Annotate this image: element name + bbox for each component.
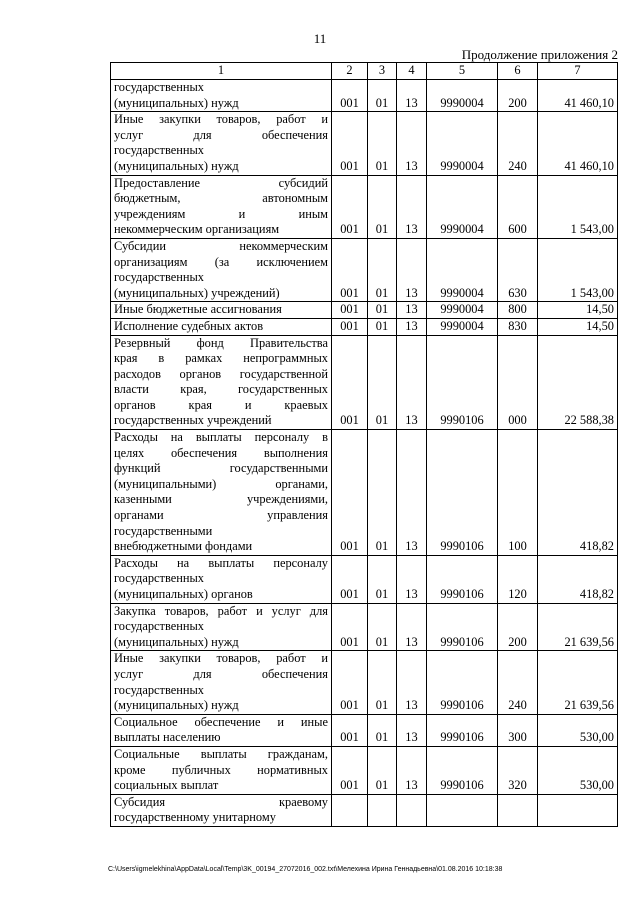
cell-target-article: 9990106 [427, 714, 498, 746]
description-line: внебюджетными фондами [114, 539, 253, 554]
table-row [111, 80, 618, 112]
description-line: Исполнение судебных актов [114, 318, 264, 333]
description-line: органов края и краевых [114, 397, 328, 412]
cell-amount: 41 460,10 [538, 80, 618, 112]
header-cell: 1 [111, 63, 332, 80]
description-line: Социальное обеспечение и иные [114, 714, 328, 729]
cell-admin-code: 001 [332, 555, 368, 603]
cell-section: 01 [368, 335, 397, 430]
cell-expense-type: 600 [498, 175, 538, 238]
description-line: бюджетным, автономным [114, 191, 328, 206]
cell-expense-type: 000 [498, 335, 538, 430]
row-description [111, 302, 332, 319]
description-line: (муниципальными) органами, [114, 476, 328, 491]
cell-expense-type: 200 [498, 80, 538, 112]
header-row [111, 63, 618, 80]
description-line: Социальные выплаты гражданам, [114, 746, 328, 761]
cell-amount: 418,82 [538, 555, 618, 603]
cell-subsection: 13 [397, 430, 427, 556]
cell-expense-type: 300 [498, 714, 538, 746]
table-row [111, 746, 618, 794]
file-path-footer: C:\Users\igmelekhina\AppData\Local\Temp\3K_00194_27072016_002.txt\Мелехина Ирина Геннадьевна\01.08.2016 10:18:38 [108, 866, 503, 873]
description-line: целях обеспечения выполнения [114, 445, 328, 460]
cell-target-article: 9990004 [427, 318, 498, 335]
row-description [111, 238, 332, 301]
row-description [111, 318, 332, 335]
description-line: государственных [114, 80, 205, 94]
cell-subsection: 13 [397, 555, 427, 603]
cell-amount: 530,00 [538, 746, 618, 794]
description-line: Закупка товаров, работ и услуг для [114, 603, 328, 618]
description-line: государственных учреждений [114, 413, 272, 428]
cell-subsection: 13 [397, 714, 427, 746]
cell-admin-code: 001 [332, 430, 368, 556]
description-line: Субсидии некоммерческим [114, 238, 328, 253]
cell-expense-type: 630 [498, 238, 538, 301]
cell-expense-type: 120 [498, 555, 538, 603]
cell-admin-code: 001 [332, 746, 368, 794]
description-line: организациям (за исключением [114, 254, 328, 269]
description-line: (муниципальных) нужд [114, 95, 239, 110]
cell-amount [538, 794, 618, 826]
cell-amount: 1 543,00 [538, 238, 618, 301]
table-row [111, 112, 618, 175]
cell-amount: 22 588,38 [538, 335, 618, 430]
description-line: (муниципальных) учреждений) [114, 285, 280, 300]
header-cell: 2 [332, 63, 368, 80]
cell-admin-code: 001 [332, 651, 368, 714]
cell-section: 01 [368, 318, 397, 335]
cell-subsection: 13 [397, 238, 427, 301]
description-line: некоммерческим организациям [114, 222, 280, 237]
cell-admin-code: 001 [332, 175, 368, 238]
cell-expense-type: 830 [498, 318, 538, 335]
continuation-caption: Продолжение приложения 2 [461, 47, 618, 62]
cell-expense-type: 200 [498, 603, 538, 651]
cell-subsection: 13 [397, 651, 427, 714]
cell-target-article: 9990106 [427, 555, 498, 603]
cell-section: 01 [368, 112, 397, 175]
row-description [111, 112, 332, 175]
description-line: социальных выплат [114, 778, 219, 793]
row-description [111, 335, 332, 430]
cell-target-article: 9990004 [427, 302, 498, 319]
cell-admin-code: 001 [332, 603, 368, 651]
cell-subsection: 13 [397, 318, 427, 335]
description-line: государственному унитарному [114, 810, 276, 825]
cell-admin-code [332, 794, 368, 826]
cell-subsection: 13 [397, 603, 427, 651]
description-line: государственных [114, 270, 205, 285]
table-row [111, 318, 618, 335]
description-line: органами управления [114, 508, 328, 523]
cell-subsection: 13 [397, 746, 427, 794]
cell-section [368, 794, 397, 826]
cell-amount: 14,50 [538, 302, 618, 319]
cell-expense-type [498, 794, 538, 826]
description-line: Иные закупки товаров, работ и [114, 651, 328, 666]
description-line: расходов органов государственной [114, 366, 328, 381]
row-description [111, 430, 332, 556]
table-body [111, 63, 618, 827]
cell-expense-type: 240 [498, 651, 538, 714]
description-line: Расходы на выплаты персоналу в [114, 430, 328, 445]
table-row [111, 430, 618, 556]
cell-admin-code: 001 [332, 318, 368, 335]
cell-section: 01 [368, 555, 397, 603]
cell-target-article: 9990106 [427, 430, 498, 556]
cell-subsection: 13 [397, 302, 427, 319]
cell-expense-type: 240 [498, 112, 538, 175]
description-line: государственных [114, 143, 205, 158]
cell-section: 01 [368, 714, 397, 746]
row-description [111, 603, 332, 651]
cell-subsection: 13 [397, 112, 427, 175]
table-row [111, 175, 618, 238]
description-line: власти края, государственных [114, 382, 328, 397]
description-line: государственных [114, 619, 205, 634]
cell-section: 01 [368, 603, 397, 651]
description-line: казенными учреждениями, [114, 492, 328, 507]
cell-target-article: 9990106 [427, 746, 498, 794]
cell-admin-code: 001 [332, 714, 368, 746]
cell-subsection: 13 [397, 175, 427, 238]
description-line: Расходы на выплаты персоналу [114, 555, 328, 570]
cell-expense-type: 800 [498, 302, 538, 319]
description-line: (муниципальных) органов [114, 587, 253, 601]
description-line: края в рамках непрограммных [114, 351, 328, 366]
description-line: Резервный фонд Правительства [114, 335, 328, 350]
description-line: услуг для обеспечения [114, 666, 328, 681]
header-cell: 4 [397, 63, 427, 80]
cell-section: 01 [368, 80, 397, 112]
row-description [111, 555, 332, 603]
table-row [111, 714, 618, 746]
description-line: Предоставление субсидий [114, 175, 328, 190]
cell-amount: 418,82 [538, 430, 618, 556]
row-description [111, 80, 332, 112]
header-cell: 5 [427, 63, 498, 80]
description-line: услуг для обеспечения [114, 127, 328, 142]
table-row [111, 335, 618, 430]
cell-target-article: 9990004 [427, 80, 498, 112]
budget-table [110, 62, 618, 827]
cell-amount: 14,50 [538, 318, 618, 335]
description-line: (муниципальных) нужд [114, 634, 239, 649]
header-cell: 6 [498, 63, 538, 80]
header-cell: 3 [368, 63, 397, 80]
description-line: функций государственными [114, 461, 328, 476]
cell-target-article: 9990106 [427, 603, 498, 651]
cell-target-article: 9990106 [427, 651, 498, 714]
cell-admin-code: 001 [332, 112, 368, 175]
cell-amount: 41 460,10 [538, 112, 618, 175]
cell-target-article: 9990004 [427, 175, 498, 238]
row-description [111, 746, 332, 794]
table-row [111, 555, 618, 603]
description-line: (муниципальных) нужд [114, 698, 239, 713]
cell-admin-code: 001 [332, 80, 368, 112]
description-line: государственных [114, 571, 205, 586]
description-line: (муниципальных) нужд [114, 158, 239, 173]
cell-admin-code: 001 [332, 238, 368, 301]
cell-section: 01 [368, 651, 397, 714]
cell-section: 01 [368, 746, 397, 794]
header-cell: 7 [538, 63, 618, 80]
table-row [111, 302, 618, 319]
row-description [111, 714, 332, 746]
description-line: Иные бюджетные ассигнования [114, 302, 282, 317]
cell-admin-code: 001 [332, 302, 368, 319]
cell-subsection: 13 [397, 335, 427, 430]
cell-subsection: 13 [397, 80, 427, 112]
cell-admin-code: 001 [332, 335, 368, 430]
description-line: выплаты населению [114, 730, 221, 745]
table-row [111, 238, 618, 301]
cell-amount: 21 639,56 [538, 603, 618, 651]
row-description [111, 175, 332, 238]
description-line: Иные закупки товаров, работ и [114, 112, 328, 127]
row-description [111, 651, 332, 714]
cell-target-article: 9990004 [427, 112, 498, 175]
table-row [111, 651, 618, 714]
cell-section: 01 [368, 302, 397, 319]
cell-section: 01 [368, 238, 397, 301]
cell-section: 01 [368, 175, 397, 238]
description-line: учреждениям и иным [114, 206, 328, 221]
cell-amount: 530,00 [538, 714, 618, 746]
description-line: кроме публичных нормативных [114, 762, 328, 777]
cell-target-article: 9990004 [427, 238, 498, 301]
cell-amount: 1 543,00 [538, 175, 618, 238]
description-line: государственных [114, 682, 205, 697]
cell-amount: 21 639,56 [538, 651, 618, 714]
cell-expense-type: 100 [498, 430, 538, 556]
description-line: государственными [114, 523, 213, 538]
cell-expense-type: 320 [498, 746, 538, 794]
table-row [111, 794, 618, 826]
page-number: 11 [313, 31, 327, 46]
cell-target-article: 9990106 [427, 335, 498, 430]
row-description [111, 794, 332, 826]
cell-subsection [397, 794, 427, 826]
table-row [111, 603, 618, 651]
cell-section: 01 [368, 430, 397, 556]
cell-target-article [427, 794, 498, 826]
description-line: Субсидия краевому [114, 794, 328, 809]
